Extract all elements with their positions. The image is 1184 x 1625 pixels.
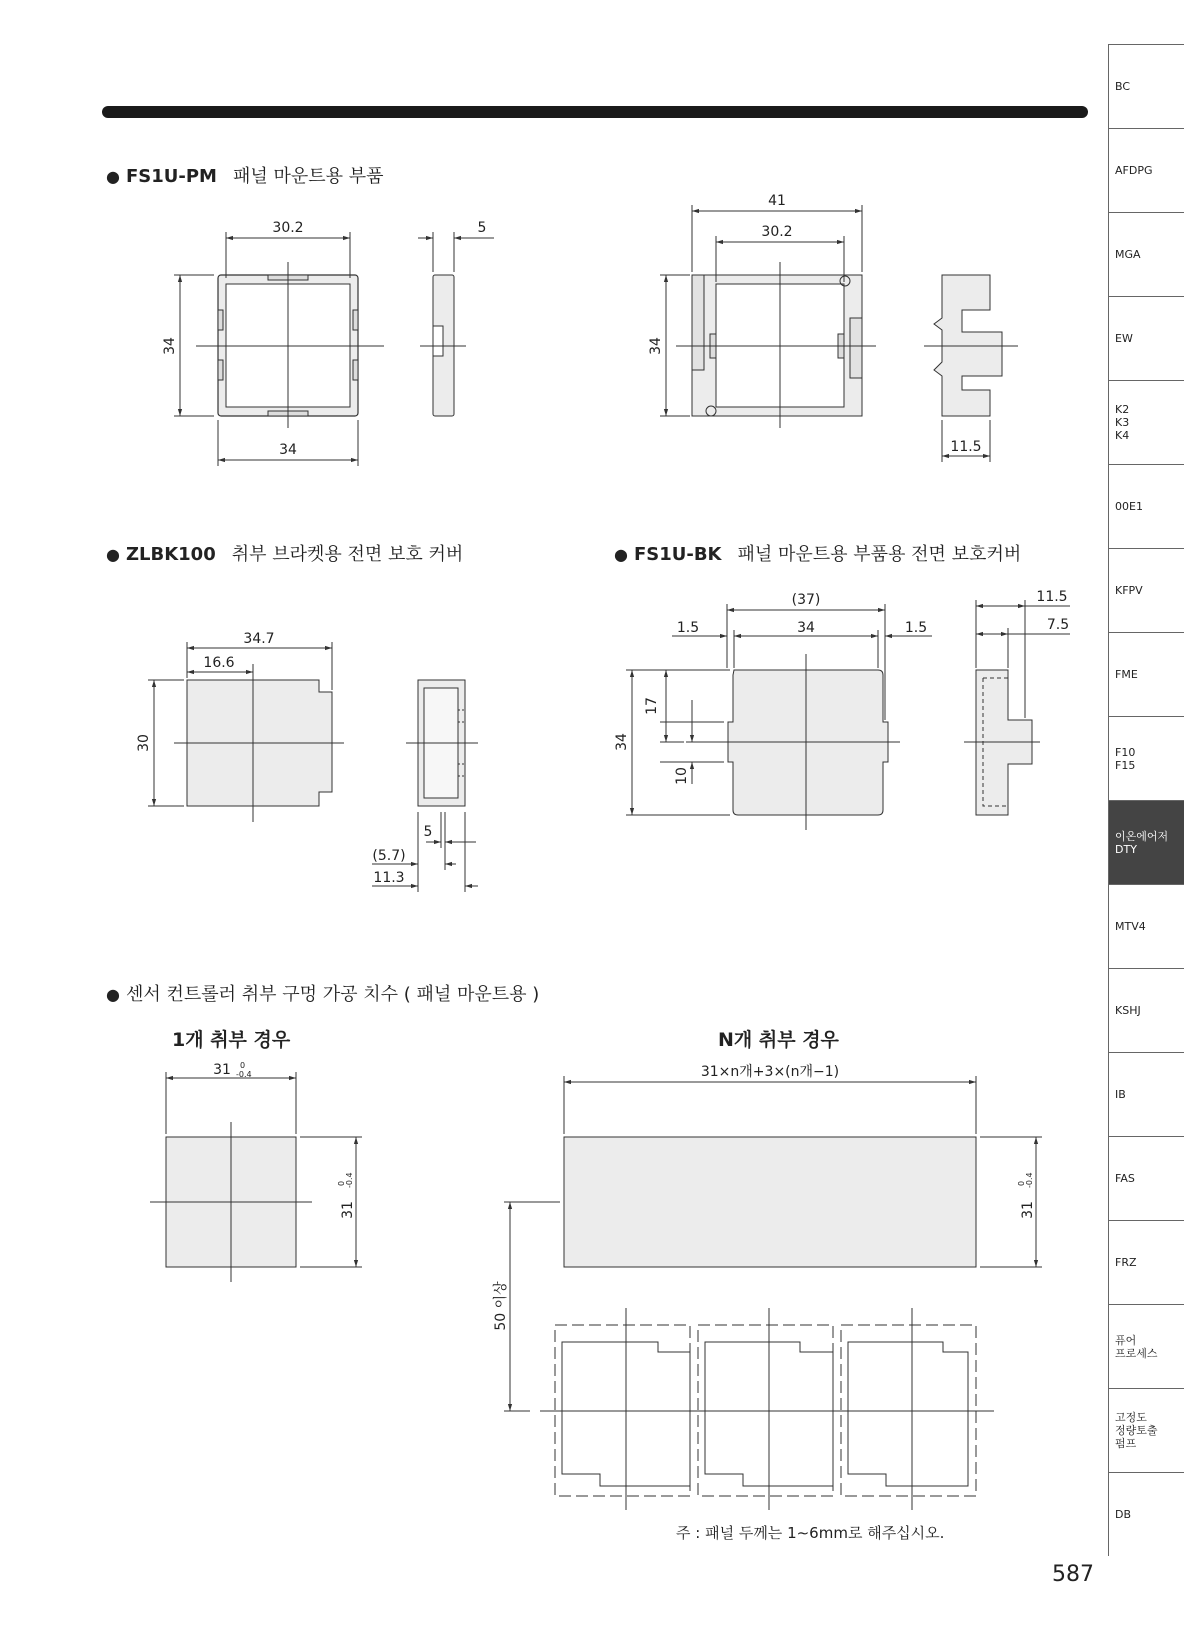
tab-mtv4[interactable]: MTV4 [1109, 884, 1184, 968]
tol-label: 0 [240, 1061, 246, 1070]
tab-ew[interactable]: EW [1109, 296, 1184, 380]
fs1u-pm-back-view [676, 262, 876, 428]
tab-bc[interactable]: BC [1109, 44, 1184, 128]
tab-db[interactable]: DB [1109, 1472, 1184, 1556]
dim-label: 31×n개+3×(n개−1) [700, 1064, 840, 1080]
single-cutout-view [150, 1122, 312, 1282]
zlbk100-side-view [406, 680, 478, 806]
dim-label: 30 [136, 734, 152, 752]
page-number: 587 [1052, 1562, 1094, 1587]
fs1u-pm-front-view [196, 262, 384, 428]
tab-kshj[interactable]: KSHJ [1109, 968, 1184, 1052]
bullet-icon: ● [106, 985, 120, 1004]
dim-label: 30.2 [272, 220, 304, 236]
dim-label: 34 [162, 337, 178, 355]
tab-precision-pump[interactable]: 고정도 정량토출 펌프 [1109, 1388, 1184, 1472]
tab-frz[interactable]: FRZ [1109, 1220, 1184, 1304]
dim-label: 41 [768, 193, 786, 209]
tab-afdpg[interactable]: AFDPG [1109, 128, 1184, 212]
subtitle-multi: N개 취부 경우 [718, 1029, 839, 1051]
dim-label: (5.7) [372, 848, 406, 864]
multi-cutout-view [564, 1137, 976, 1267]
dim-label: 1.5 [676, 620, 700, 636]
part-title: 패널 마운트용 부품용 전면 보호커버 [737, 544, 1022, 565]
bullet-icon: ● [614, 545, 628, 564]
tab-ib[interactable]: IB [1109, 1052, 1184, 1136]
dim-label: 5 [423, 824, 433, 840]
dim-label: 34 [648, 337, 664, 355]
tol-label: 0 [1017, 1180, 1026, 1186]
fs1u-pm-side-view [420, 275, 466, 416]
part-code: ZLBK100 [125, 544, 216, 565]
zlbk100-front-view [174, 664, 344, 822]
dim-label: 7.5 [1046, 617, 1070, 633]
dim-label: 17 [644, 697, 660, 715]
index-sidebar [1108, 44, 1184, 1556]
part-code: FS1U-PM [125, 166, 217, 187]
part-title: 취부 브라켓용 전면 보호 커버 [231, 544, 464, 565]
part-code: FS1U-BK [633, 544, 722, 565]
tab-fme[interactable]: FME [1109, 632, 1184, 716]
tol-label: -0.4 [236, 1070, 252, 1079]
tol-label: -0.4 [345, 1172, 354, 1188]
panel-thickness-note: 주 : 패널 두께는 1∼6mm로 해주십시오. [676, 1524, 945, 1542]
dim-label: 31 [1020, 1201, 1036, 1219]
tab-00e1[interactable]: 00E1 [1109, 464, 1184, 548]
dim-label: 34.7 [243, 631, 275, 647]
tab-kfpv[interactable]: KFPV [1109, 548, 1184, 632]
dim-label: 11.3 [373, 870, 405, 886]
dim-label: 11.5 [1036, 589, 1068, 605]
dim-label: 34 [614, 733, 630, 751]
dim-label: 50 이상 [493, 1281, 509, 1331]
fs1u-pm-side-view-2 [924, 275, 1018, 416]
dim-label: 30.2 [761, 224, 793, 240]
dim-label: 10 [674, 767, 690, 785]
dim-label: 34 [797, 620, 815, 636]
subtitle-single: 1개 취부 경우 [172, 1029, 291, 1051]
dim-label: 11.5 [950, 439, 982, 455]
dim-label: 34 [279, 442, 297, 458]
dim-label: 16.6 [203, 655, 235, 671]
multi-mounted-units [540, 1308, 994, 1510]
fs1u-bk-front-view [686, 654, 900, 830]
dim-label: (37) [791, 592, 821, 608]
tab-pure-process[interactable]: 퓨어 프로세스 [1109, 1304, 1184, 1388]
dim-label: 1.5 [904, 620, 928, 636]
fs1u-pm-side-dims [418, 232, 494, 272]
part-title: 패널 마운트용 부품 [232, 166, 384, 187]
tab-k2-k3-k4[interactable]: K2 K3 K4 [1109, 380, 1184, 464]
bullet-icon: ● [106, 545, 120, 564]
dim-label: 5 [477, 220, 487, 236]
tab-fas[interactable]: FAS [1109, 1136, 1184, 1220]
tol-label: -0.4 [1025, 1172, 1034, 1188]
dim-label: 31 [213, 1062, 231, 1078]
fs1u-bk-side-view [964, 670, 1040, 815]
tab-f10-f15[interactable]: F10 F15 [1109, 716, 1184, 800]
tab-mga[interactable]: MGA [1109, 212, 1184, 296]
bullet-icon: ● [106, 167, 120, 186]
dim-label: 31 [340, 1201, 356, 1219]
tab-ionizer-dty[interactable]: 이온에어저 DTY [1109, 800, 1184, 884]
section-title: 센서 컨트롤러 취부 구멍 가공 치수 ( 패널 마운트용 ) [125, 984, 540, 1005]
tol-label: 0 [337, 1180, 346, 1186]
